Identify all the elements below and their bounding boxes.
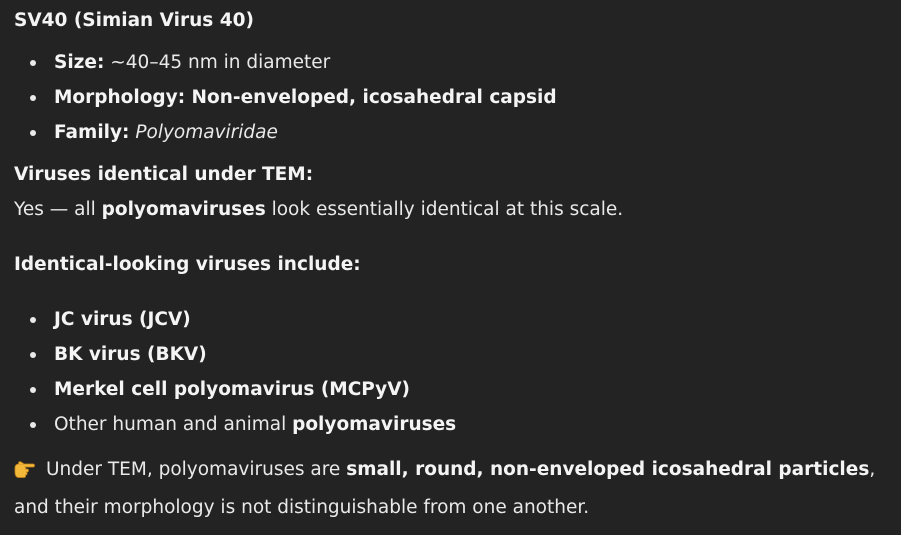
properties-list (14, 45, 887, 150)
morphology-label: Morphology: Non-enveloped, icosahedral capsid (54, 87, 557, 108)
conclusion-bold: small, round, non-enveloped icosahedral particles (346, 459, 870, 480)
virus-list (14, 302, 887, 442)
virus-name: JC virus (JCV) (54, 309, 191, 330)
list-item-size (14, 45, 887, 80)
virus-title: SV40 (Simian Virus 40) (14, 10, 254, 31)
tem-heading: Viruses identical under TEM: (14, 164, 314, 185)
list-item-family (14, 115, 887, 150)
pointing-hand-icon (14, 455, 36, 490)
family-label: Family: (54, 122, 130, 143)
size-value: ~40–45 nm in diameter (110, 52, 331, 73)
identical-heading: Identical-looking viruses include: (14, 254, 361, 275)
list-item (14, 337, 887, 372)
virus-name: Merkel cell polyomavirus (MCPyV) (54, 379, 410, 400)
list-item (14, 372, 887, 407)
tem-bold: polyomaviruses (101, 199, 266, 220)
conclusion: Under TEM, polyomaviruses are small, round, non-enveloped icosahedral particles, and their morphology is not distinguishable from one another. (14, 452, 887, 525)
tem-text: Yes — all polyomaviruses look essentially identical at this scale. (14, 199, 624, 220)
virus-name: BK virus (BKV) (54, 344, 207, 365)
list-item-other: Other human and animal polyomaviruses (14, 407, 887, 442)
other-bold: polyomaviruses (292, 414, 457, 435)
family-value: Polyomaviridae (135, 122, 278, 143)
list-item-morphology (14, 80, 887, 115)
list-item (14, 302, 887, 337)
size-label: Size: (54, 52, 105, 73)
